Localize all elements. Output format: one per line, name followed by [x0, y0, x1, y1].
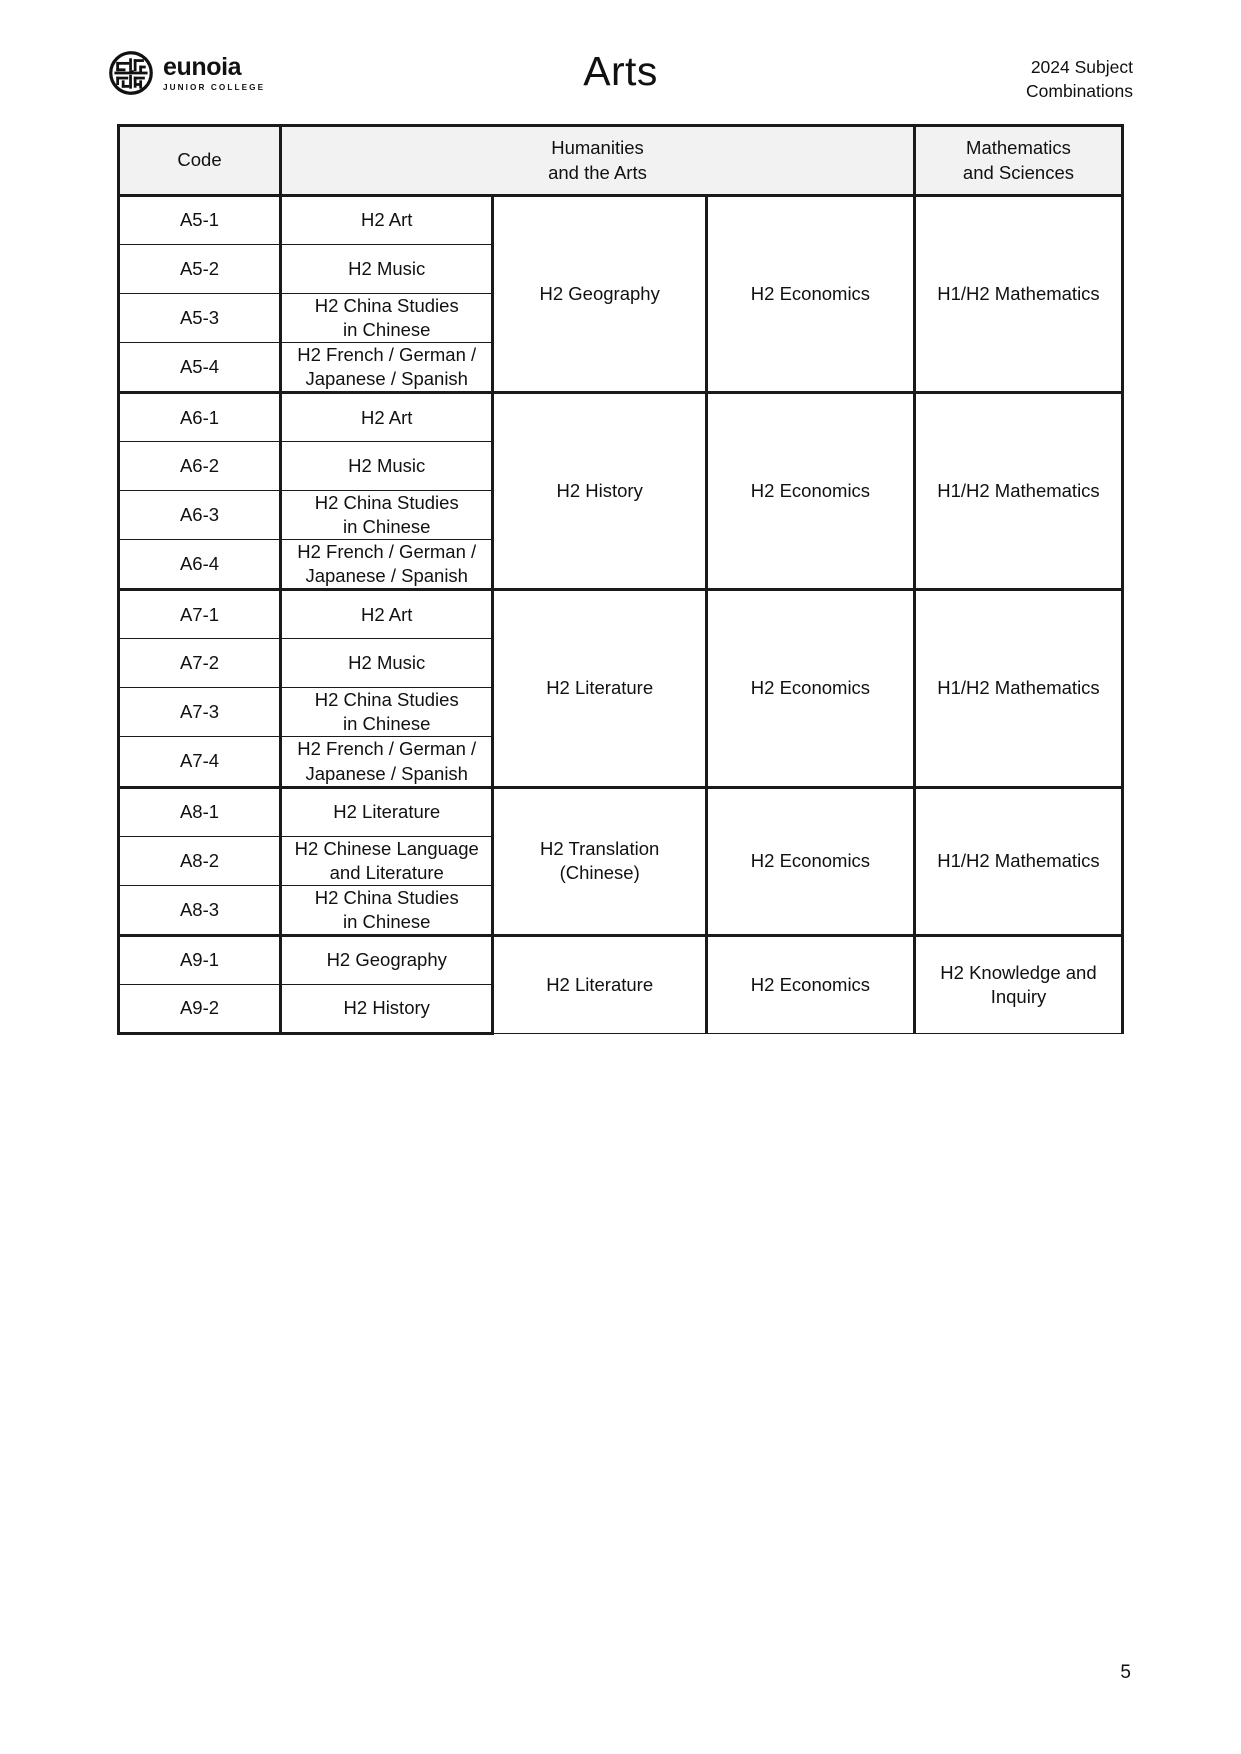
cell-economics: H2 Economics	[706, 196, 914, 393]
column-header-humanities-line-2: and the Arts	[548, 161, 647, 183]
cell-economics: H2 Economics	[706, 935, 914, 1033]
cell-subject-line-1: H2 History	[343, 997, 430, 1019]
table-body	[119, 196, 1123, 1034]
cell-economics: H2 Economics	[706, 590, 914, 787]
page-header	[0, 44, 1241, 110]
cell-subject-line-2: in Chinese	[343, 910, 431, 932]
cell-subject-line-2: Japanese / Spanish	[305, 762, 468, 784]
cell-code: A5-4	[119, 343, 281, 393]
column-header-mathsci-line-2: and Sciences	[962, 161, 1074, 183]
cell-mathematics: H1/H2 Mathematics	[914, 787, 1122, 935]
cell-subject	[281, 393, 493, 442]
cell-subject-line-1: H2 French / German /	[297, 344, 477, 366]
cell-code: A6-4	[119, 540, 281, 590]
cell-mathematics: H1/H2 Mathematics	[914, 590, 1122, 787]
cell-subject	[281, 196, 493, 245]
cell-humanities	[493, 787, 707, 935]
cell-subject	[281, 639, 493, 688]
cell-subject-line-1: H2 Literature	[333, 801, 441, 823]
table-row	[119, 393, 1123, 442]
column-header-mathsci-line-1: Mathematics	[966, 137, 1071, 159]
cell-subject	[281, 540, 493, 590]
cell-subject	[281, 343, 493, 393]
cell-code: A9-2	[119, 984, 281, 1033]
cell-humanities: H2 Literature	[493, 590, 707, 787]
cell-subject	[281, 787, 493, 836]
cell-subject-line-2: in Chinese	[343, 713, 431, 735]
cell-subject-line-1: H2 Art	[361, 603, 413, 625]
cell-subject	[281, 836, 493, 885]
cell-code: A8-2	[119, 836, 281, 885]
cell-code: A8-3	[119, 885, 281, 935]
table-header-row	[119, 126, 1123, 196]
cell-subject-line-1: H2 French / German /	[297, 738, 477, 760]
page-title: Arts	[583, 48, 658, 94]
cell-humanities: H2 Literature	[493, 935, 707, 1033]
cell-subject	[281, 590, 493, 639]
cell-subject-line-1: H2 China Studies	[314, 886, 459, 908]
cell-mathematics: H1/H2 Mathematics	[914, 393, 1122, 590]
table-header	[119, 126, 1123, 196]
cell-subject	[281, 935, 493, 984]
cell-humanities: H2 History	[493, 393, 707, 590]
cell-subject-line-1: H2 Music	[348, 455, 426, 477]
cell-subject	[281, 491, 493, 540]
table-row	[119, 590, 1123, 639]
cell-code: A5-3	[119, 294, 281, 343]
cell-economics: H2 Economics	[706, 787, 914, 935]
cell-subject-line-2: in Chinese	[343, 516, 431, 538]
cell-mathematics-line-1: H2 Knowledge and	[940, 961, 1097, 983]
cell-subject-line-1: H2 China Studies	[314, 295, 459, 316]
cell-code: A5-2	[119, 245, 281, 294]
cell-subject-line-2: Japanese / Spanish	[305, 565, 468, 587]
cell-mathematics-line-2: Inquiry	[990, 985, 1047, 1007]
cell-subject-line-1: H2 Music	[348, 257, 426, 279]
document-meta	[1026, 56, 1133, 103]
column-header-humanities-line-1: Humanities	[551, 137, 644, 159]
cell-economics: H2 Economics	[706, 393, 914, 590]
brand-subtitle: JUNIOR COLLEGE	[163, 83, 266, 93]
document-meta-line-1: 2024 Subject	[1030, 57, 1133, 77]
cell-subject-line-1: H2 Art	[361, 406, 413, 428]
cell-subject	[281, 737, 493, 787]
cell-mathematics: H1/H2 Mathematics	[914, 196, 1122, 393]
column-header-humanities	[281, 126, 915, 196]
cell-code: A5-1	[119, 196, 281, 245]
subject-combinations-table	[117, 124, 1124, 1035]
cell-subject	[281, 294, 493, 343]
cell-subject-line-1: H2 Art	[361, 209, 413, 231]
cell-code: A7-1	[119, 590, 281, 639]
cell-code: A8-1	[119, 787, 281, 836]
table-row	[119, 196, 1123, 245]
cell-subject	[281, 885, 493, 935]
cell-subject-line-1: H2 Chinese Language	[294, 837, 479, 859]
cell-subject-line-1: H2 Geography	[326, 949, 447, 971]
column-header-code: Code	[119, 126, 281, 196]
brand-name: eunoia	[163, 53, 242, 82]
cell-humanities: H2 Geography	[493, 196, 707, 393]
cell-subject-line-2: in Chinese	[343, 319, 431, 341]
cell-code: A6-1	[119, 393, 281, 442]
cell-subject-line-1: H2 China Studies	[314, 689, 459, 711]
cell-subject	[281, 442, 493, 491]
page-number: 5	[1120, 1662, 1131, 1683]
cell-subject-line-1: H2 French / German /	[297, 541, 477, 563]
cell-subject	[281, 245, 493, 294]
cell-humanities-line-1: H2 Translation	[540, 838, 660, 860]
cell-subject-line-2: Japanese / Spanish	[305, 368, 468, 390]
cell-mathematics	[914, 935, 1122, 1033]
cell-code: A9-1	[119, 935, 281, 984]
cell-subject	[281, 984, 493, 1033]
column-header-mathematics-sciences	[914, 126, 1122, 196]
cell-subject-line-2: and Literature	[329, 861, 444, 883]
cell-code: A6-2	[119, 442, 281, 491]
document-meta-line-2: Combinations	[1026, 80, 1133, 101]
cell-subject	[281, 688, 493, 737]
cell-subject-line-1: H2 Music	[348, 652, 426, 674]
cell-code: A7-4	[119, 737, 281, 787]
table-row	[119, 935, 1123, 984]
table-row	[119, 787, 1123, 836]
cell-code: A7-2	[119, 639, 281, 688]
cell-code: A6-3	[119, 491, 281, 540]
cell-subject-line-1: H2 China Studies	[314, 492, 459, 514]
cell-code: A7-3	[119, 688, 281, 737]
cell-humanities-line-2: (Chinese)	[559, 862, 640, 884]
